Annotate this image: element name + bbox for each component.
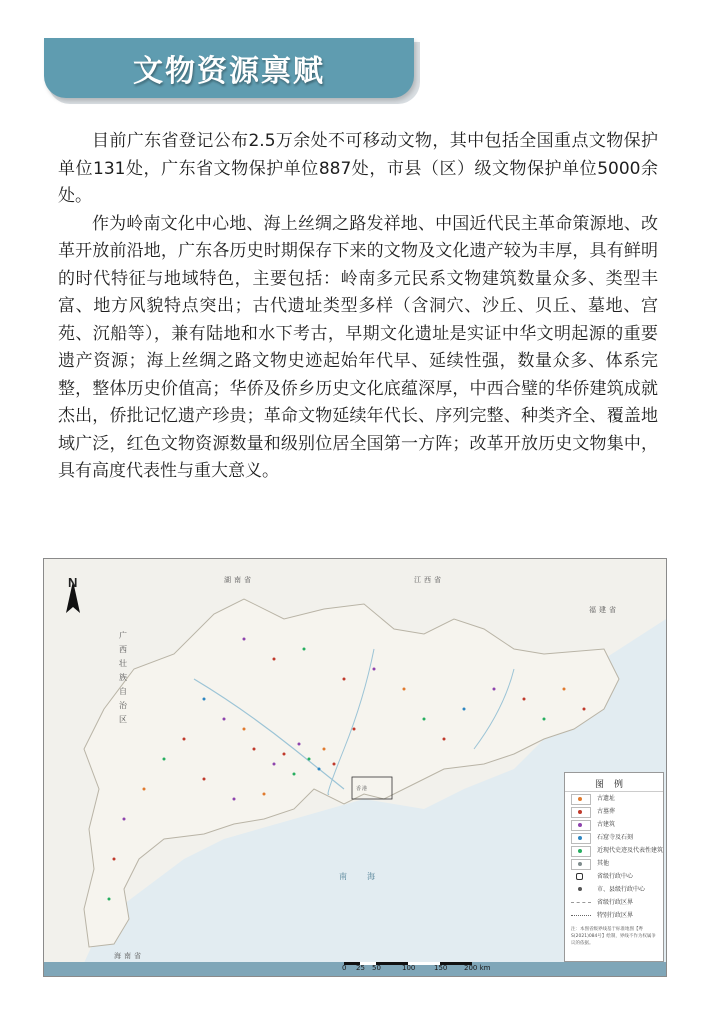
paragraph-2: 作为岭南文化中心地、海上丝绸之路发祥地、中国近代民主革命策源地、改革开放前沿地，广东各历史时期保存下来的文物及文化遗产较为丰厚，具有鲜明的时代特征与地域特色，主要包括：岭南多元民系文物建筑数量众多、类型丰富、地方风貌特点突出；古代遗址类型多样（含洞穴、沙丘、贝丘、墓地、宫苑、沉船等），兼有陆地和水下考古，早期文化遗址是实证中华文明起源的重要遗产资源；海上丝绸之路文物史迹起始年代早、延续性强，数量众多、体系完整，整体历史价值高；华侨及侨乡历史文化底蕴深厚，中西合璧的华侨建筑成就杰出，侨批记忆遗产珍贵；革命文物延续年代长、序列完整、种类齐全、覆盖地域广泛，红色文物资源数量和级别位居全国第一方阵；改革开放历史文物集中，具有高度代表性与重大意义。 xyxy=(58,213,658,481)
place-hainan: 海南省 xyxy=(114,952,144,960)
tomb-dot-icon xyxy=(578,810,582,814)
site-dot-icon xyxy=(578,797,582,801)
scale-tick: 100 xyxy=(402,964,416,972)
place-hunan: 湖南省 xyxy=(224,576,254,584)
body-text xyxy=(58,128,658,486)
modern-site-dot-icon xyxy=(578,849,582,853)
legend-item: 古墓葬 xyxy=(565,805,663,818)
place-south-sea: 南海 xyxy=(339,872,395,881)
title-banner xyxy=(44,38,414,98)
legend-item: 省级行政区界 xyxy=(565,896,663,909)
paragraph-1: 目前广东省登记公布2.5万余处不可移动文物，其中包括全国重点文物保护单位131处，广东省文物保护单位887处，市县（区）级文物保护单位5000余处。 xyxy=(58,131,658,206)
heritage-map xyxy=(43,558,667,964)
legend-item: 市、县级行政中心 xyxy=(565,883,663,896)
place-jiangxi: 江西省 xyxy=(414,576,444,584)
scale-tick: 25 xyxy=(356,964,365,972)
provincial-boundary-icon xyxy=(571,902,591,903)
scale-tick: 0 xyxy=(342,964,347,972)
scale-tick: 50 xyxy=(372,964,381,972)
place-hongkong: 香港 xyxy=(356,786,369,792)
other-dot-icon xyxy=(578,862,582,866)
legend-note: 注：本图省级界线基于标准地图【粤S(2021)084号】绘制，界线不作为权属争议的依据。 xyxy=(571,927,656,946)
north-label: N xyxy=(68,575,78,590)
legend-title: 图例 xyxy=(565,773,663,792)
legend-item: 其他 xyxy=(565,857,663,870)
provincial-capital-icon xyxy=(576,873,583,880)
legend-item: 古遗址 xyxy=(565,792,663,805)
legend-item: 古建筑 xyxy=(565,818,663,831)
sar-boundary-icon xyxy=(571,915,591,916)
page-title: 文物资源禀赋 xyxy=(133,54,325,89)
scale-tick: 200 km xyxy=(464,964,491,972)
grotto-dot-icon xyxy=(578,836,582,840)
place-fujian: 福建省 xyxy=(589,606,619,614)
legend-item: 特别行政区界 xyxy=(565,909,663,922)
legend-item: 省级行政中心 xyxy=(565,870,663,883)
city-capital-icon xyxy=(578,887,582,891)
scale-strip xyxy=(43,962,667,977)
building-dot-icon xyxy=(578,823,582,827)
place-guangxi: 广西壮族自治区 xyxy=(119,631,127,724)
legend-item: 近现代史迹及代表性建筑 xyxy=(565,844,663,857)
legend-item: 石窟寺及石刻 xyxy=(565,831,663,844)
scale-tick: 150 xyxy=(434,964,448,972)
map-legend xyxy=(564,772,664,962)
